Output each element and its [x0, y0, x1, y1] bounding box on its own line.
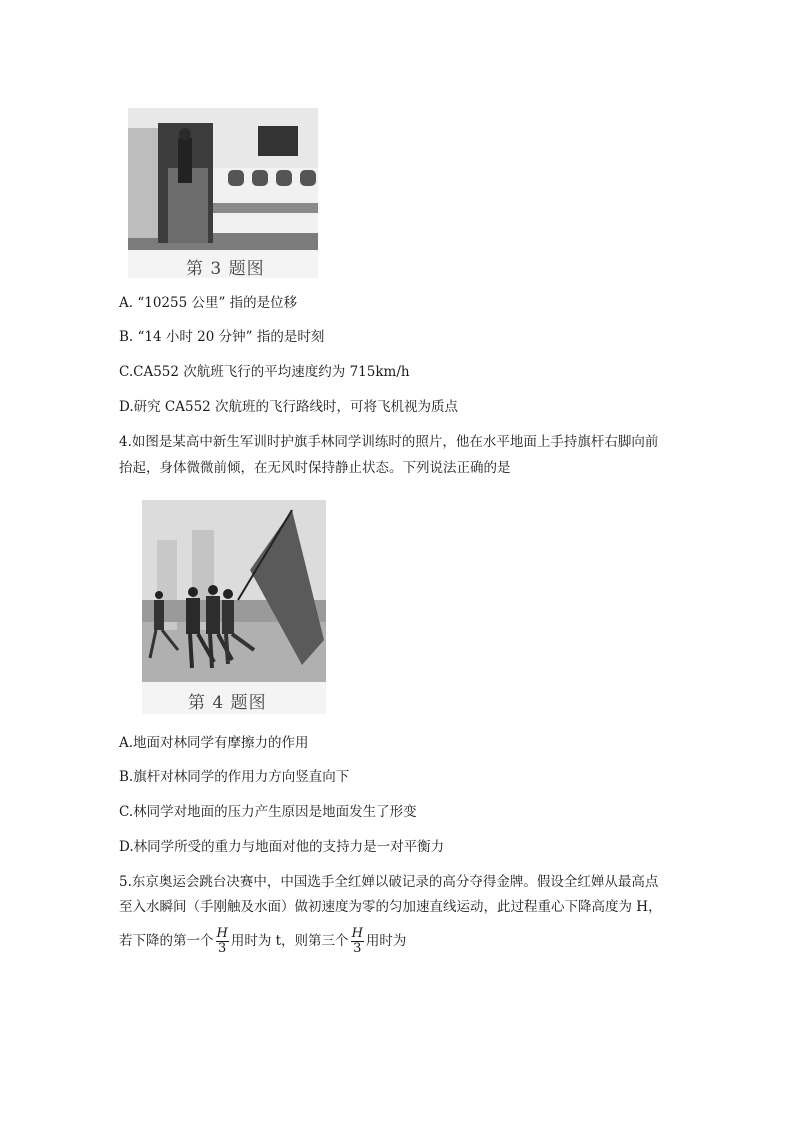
q3-option-a: A. “10255 公里” 指的是位移	[119, 295, 298, 311]
q4-option-b: B.旗杆对林同学的作用力方向竖直向下	[119, 769, 350, 785]
figure-4-caption: 第 4 题图	[188, 693, 267, 713]
q5-line3-part1: 若下降的第一个	[119, 933, 214, 949]
q4-option-d: D.林同学所受的重力与地面对他的支持力是一对平衡力	[119, 839, 445, 855]
fraction-h-over-3-second	[351, 927, 364, 956]
q4-stem-line-1: 4.如图是某高中新生军训时护旗手林同学训练时的照片，他在水平地面上手持旗杆右脚向前	[119, 434, 659, 450]
figure-3-photo	[128, 108, 318, 250]
q4-option-c: C.林同学对地面的压力产生原因是地面发生了形变	[119, 804, 417, 820]
figure-3	[128, 108, 318, 278]
fraction-denominator: 3	[353, 941, 362, 956]
q3-option-c: C.CA552 次航班飞行的平均速度约为 715km/h	[119, 364, 410, 380]
figure-4-photo	[142, 500, 326, 682]
q5-stem-line-1: 5.东京奥运会跳台决赛中，中国选手全红婵以破记录的高分夺得金牌。假设全红婵从最高点	[119, 874, 659, 890]
q5-stem-line-2: 至入水瞬间（手刚触及水面）做初速度为零的匀加速直线运动，此过程重心下降高度为 H，	[119, 899, 662, 915]
q3-option-b: B. “14 小时 20 分钟” 指的是时刻	[119, 329, 325, 345]
fraction-h-over-3	[216, 927, 229, 956]
q5-line3-part2: 用时为 t，则第三个	[230, 933, 349, 949]
q5-stem-line-3	[119, 924, 406, 958]
q4-option-a: A.地面对林同学有摩擦力的作用	[119, 735, 309, 751]
fraction-numerator: H	[216, 926, 228, 941]
q5-line3-part3: 用时为	[365, 933, 407, 949]
figure-3-caption: 第 3 题图	[186, 259, 265, 279]
figure-4	[142, 500, 326, 714]
q4-stem-line-2: 抬起，身体微微前倾，在无风时保持静止状态。下列说法正确的是	[119, 460, 511, 476]
q3-option-d: D.研究 CA552 次航班的飞行路线时，可将飞机视为质点	[119, 399, 459, 415]
fraction-numerator: H	[351, 926, 363, 941]
fraction-denominator: 3	[218, 941, 227, 956]
